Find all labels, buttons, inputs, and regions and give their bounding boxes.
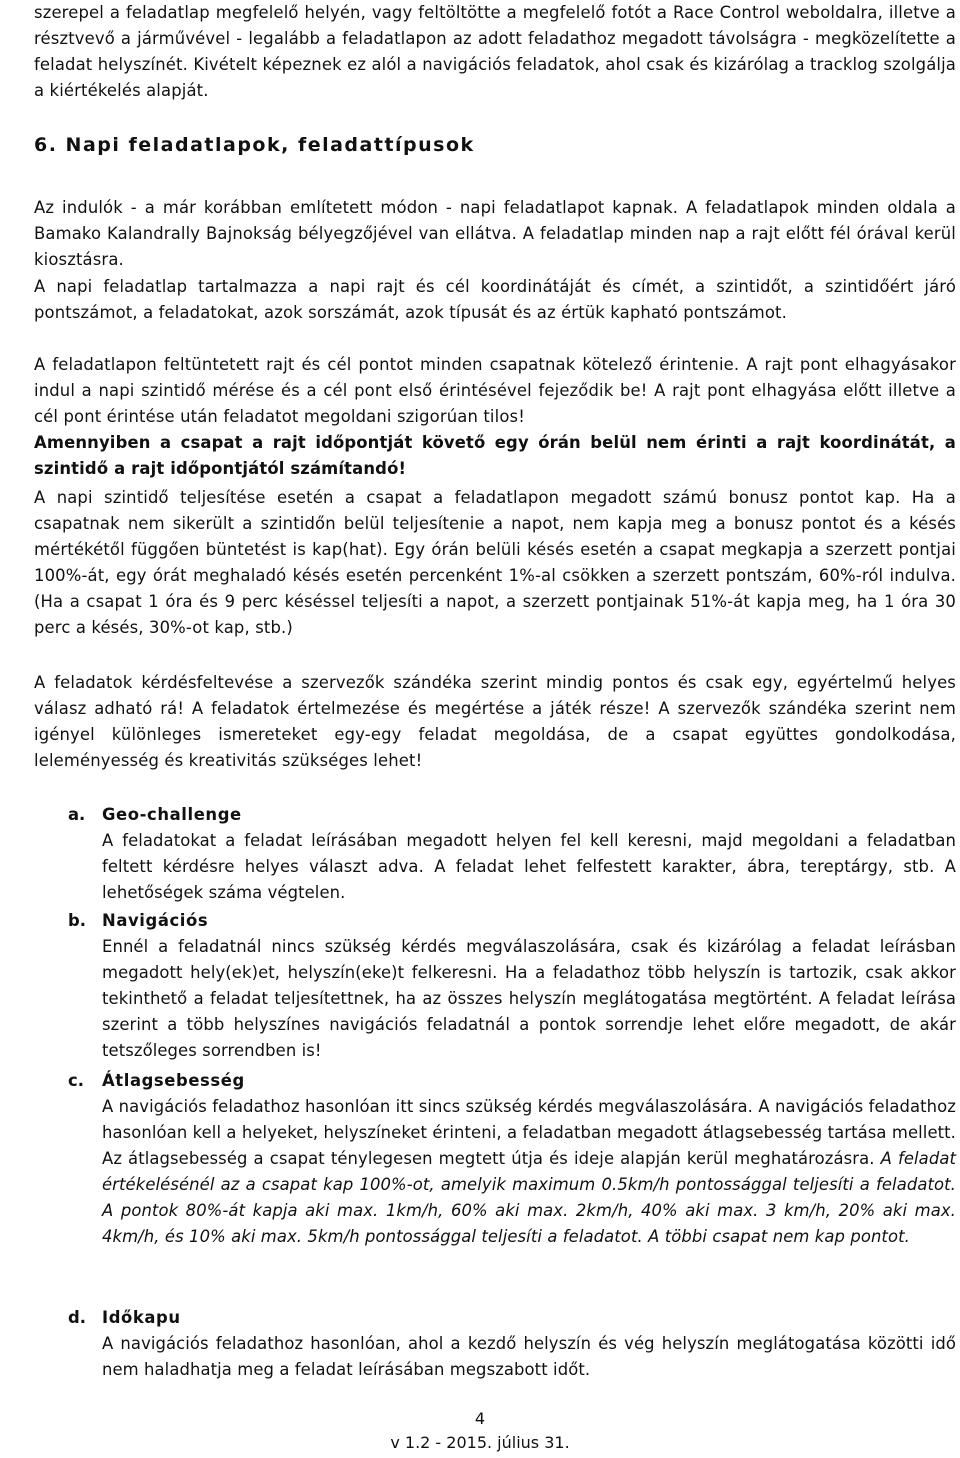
item-title: Időkapu bbox=[102, 1308, 181, 1327]
item-body-italic: A feladat értékelésénél az a csapat kap 100%-ot, amelyik maximum 0.5km/h pontossággal teljesíti a feladatot. A pontok 80%-át kapja aki max. 1km/h, 60% aki max. 2km/h, 40% aki max. 3 km/h, 20% aki max. 4km/h, és 10% aki max. 5km/h pontossággal teljesíti a feladatot. A többi csapat nem kap pontot. bbox=[102, 1149, 956, 1246]
intro-paragraph: szerepel a feladatlap megfelelő helyén, vagy feltöltötte a megfelelő fotót a Race Control weboldalra, illetve a résztvevő a járművével - legalább a feladatlapon az adott feladathoz megadott távolságra - megközelítette a feladat helyszínét. Kivételt képeznek ez alól a navigációs feladatok, ahol csak és kizárólag a tracklog szolgálja a kiértékelés alapját. bbox=[34, 3, 956, 100]
paragraph-daily-sheets: Az indulók - a már korábban említetett módon - napi feladatlapot kapnak. A feladatlapok minden oldala a Bamako Kalandrally Bajnokság bélyegzőjével van ellátva. A feladatlap minden nap a rajt előtt fél órával kerül kiosztásra. bbox=[34, 198, 956, 269]
version-footer: v 1.2 - 2015. július 31. bbox=[390, 1433, 570, 1452]
item-body-text: A navigációs feladathoz hasonlóan itt sincs szükség kérdés megválaszolására. A navigációs feladathoz hasonlóan kell a helyeket, helyszíneket érinteni, a feladatban megadott átlagsebesség tartása mellett. Az átlagsebesség a csapat ténylegesen megtett útja és ideje alapján kerül meghatározásra. bbox=[102, 1097, 956, 1168]
item-body: A feladatokat a feladat leírásában megadott helyen fel kell keresni, majd megoldani a feladatban feltett kérdésre helyes választ adva. A feladat lehet felfestett karakter, ábra, tereptárgy, stb. A lehetőségek száma végtelen. bbox=[102, 831, 956, 902]
paragraph-time-limit: A napi szintidő teljesítése esetén a csapat a feladatlapon megadott számú bonusz pontot kap. Ha a csapatnak nem sikerült a szintidőn belül teljesítenie a napot, nem kapja meg a bonusz pontot és a késés mértékétől függően büntetést is kap(hat). Egy órán belüli késés esetén a csapat megkapja a szerzett pontjai 100%-át, egy órát meghaladó késés esetén percenként 1%-al csökken a szerzett pontszám, 60%-ról indulva. (Ha a csapat 1 óra és 9 perc késéssel teljesíti a napot, a szerzett pontjainak 51%-át kapja meg, ha 1 óra 30 perc a késés, 30%-ot kap, stb.) bbox=[34, 488, 956, 637]
item-label: d. bbox=[68, 1308, 86, 1327]
item-body: A navigációs feladathoz hasonlóan, ahol a kezdő helyszín és vég helyszín meglátogatása közötti idő nem haladhatja meg a feladat leírásában megszabott időt. bbox=[102, 1334, 956, 1379]
paragraph-bold-rule: Amennyiben a csapat a rajt időpontját követő egy órán belül nem érinti a rajt koordinátát, a szintidő a rajt időpontjától számítandó! bbox=[34, 433, 956, 478]
item-title: Navigációs bbox=[102, 911, 209, 930]
item-label: b. bbox=[68, 911, 86, 930]
paragraph-task-questions: A feladatok kérdésfeltevése a szervezők szándéka szerint mindig pontos és csak egy, egyértelmű helyes válasz adható rá! A feladatok értelmezése és megértése a játék része! A szervezők szándéka szerint nem igényel különleges ismereteket egy-egy feladat megoldása, de a csapat együttes gondolkodása, leleményesség és kreativitás szükséges lehet! bbox=[34, 673, 956, 770]
item-label: a. bbox=[68, 805, 86, 824]
item-body: Ennél a feladatnál nincs szükség kérdés megválaszolására, csak és kizárólag a feladat leírásban megadott hely(ek)et, helyszín(eke)t felkeresni. Ha a feladathoz több helyszín is tartozik, csak akkor tekinthető a feladat teljesítettnek, ha az összes helyszín meglátogatása megtörtént. A feladat leírása szerint a több helyszínes navigációs feladatnál a pontok sorrendje lehet előre megadott, de akár tetszőleges sorrendben is! bbox=[102, 937, 956, 1060]
section-heading: 6. Napi feladatlapok, feladattípusok bbox=[34, 134, 475, 156]
item-body bbox=[102, 1094, 956, 1250]
page-number: 4 bbox=[474, 1409, 486, 1428]
item-label: c. bbox=[68, 1071, 84, 1090]
item-title: Átlagsebesség bbox=[102, 1071, 245, 1090]
item-title: Geo-challenge bbox=[102, 805, 242, 824]
paragraph-sheet-content: A napi feladatlap tartalmazza a napi rajt és cél koordinátáját és címét, a szintidőt, a szintidőért járó pontszámot, a feladatokat, azok sorszámát, azok típusát és az értük kapható pontszámot. bbox=[34, 277, 956, 322]
paragraph-start-finish: A feladatlapon feltüntetett rajt és cél pontot minden csapatnak kötelező érintenie. A rajt pont elhagyásakor indul a napi szintidő mérése és a cél pont első érintésével fejeződik be! A rajt pont elhagyása előtt illetve a cél pont érintése után feladatot megoldani szigorúan tilos! bbox=[34, 355, 956, 426]
